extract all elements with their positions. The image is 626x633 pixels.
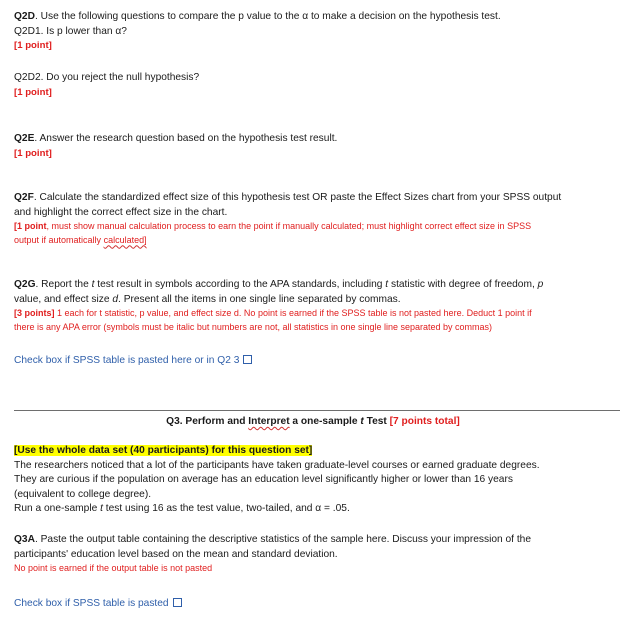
q3-para-4a: Run a one-sample: [14, 503, 101, 515]
q3-para-3: (equivalent to college degree).: [14, 488, 152, 500]
q2d-block: [14, 10, 614, 53]
q2e-text: . Answer the research question based on the hypothesis test result.: [34, 133, 338, 144]
q2g-text-2c: . Present all the items in one single line separated by commas.: [118, 293, 401, 305]
q3a-note: No point is earned if the output table is not pasted: [14, 563, 213, 574]
q3-heading-c: a one-sample: [289, 416, 361, 427]
q2f-points: [1 point: [14, 221, 47, 232]
q2f-line-2: and highlight the correct effect size in the chart.: [14, 206, 228, 218]
q3-heading-a: Q3. Perform and: [166, 416, 249, 427]
q3-para-2: They are curious if the population on average has an education level significantly higher or lower than 16 years: [14, 474, 513, 486]
q2g-points: [3 points]: [14, 308, 55, 319]
q2g-text-e: statistic with degree of freedom,: [388, 279, 538, 290]
q3-heading-interpret: Interpret: [248, 416, 290, 427]
q3a-line-2: participants' education level based on the mean and standard deviation.: [14, 548, 338, 560]
q2d2-question: Q2D2. Do you reject the null hypothesis?: [14, 72, 200, 83]
q2g-line-2: [14, 293, 614, 308]
q2g-line-1: [14, 278, 614, 293]
q3a-line-1: [14, 533, 614, 548]
q2e-label: Q2E: [14, 133, 35, 144]
q2f-note-text-1: , must show manual calculation process to earn the point if manually calculated; must highlight correct effect size in SPSS: [46, 221, 532, 232]
q2g-p-symbol: p: [537, 279, 544, 290]
q2g-checkbox-row[interactable]: [14, 350, 614, 368]
section-divider: [14, 410, 620, 411]
q2g-text-c: test result in symbols according to the APA standards, including: [94, 279, 386, 290]
q2e-block: [14, 132, 614, 161]
q3-para-4: [14, 502, 614, 517]
q2g-checkbox-label: Check box if SPSS table is pasted here or in Q2 3: [14, 355, 240, 366]
q2f-label: Q2F: [14, 192, 34, 203]
q3a-spss-checkbox[interactable]: [173, 598, 182, 607]
q2d-text: . Use the following questions to compare the p value to the α to make a decision on the hypothesis test.: [34, 11, 501, 22]
q2g-note-line-1: [14, 307, 614, 320]
q2f-block: [14, 191, 614, 247]
q2g-text-2a: value, and effect size: [14, 293, 113, 305]
q3-para-4c: test using 16 as the test value, two-tailed, and α = .05.: [102, 503, 350, 515]
q2f-note-misspelled-word: calculated]: [103, 234, 147, 245]
q3a-checkbox-row[interactable]: [14, 593, 614, 611]
q2d-instruction: [14, 10, 614, 25]
q3-para-4-t: t: [100, 503, 103, 515]
q2d1-points: [1 point]: [14, 40, 52, 52]
q3-heading: [0, 415, 626, 429]
q3a-block: [14, 533, 614, 576]
q2g-spss-checkbox[interactable]: [243, 355, 252, 364]
q2d2-block: [14, 71, 614, 100]
q3a-label: Q3A: [14, 534, 35, 545]
q2d1-question: Q2D1. Is p lower than α?: [14, 25, 127, 37]
q3-heading-e: Test: [363, 416, 390, 427]
q2d-label: Q2D: [14, 11, 35, 22]
q2g-text-a: . Report the: [35, 279, 92, 290]
q2g-t-symbol: t: [91, 279, 95, 290]
q3a-text-1: . Paste the output table containing the descriptive statistics of the sample here. Discuss your impression of the: [34, 534, 532, 545]
q2f-text-1: . Calculate the standardized effect size of this hypothesis test OR paste the Effect Sizes chart from your SPSS output: [33, 192, 562, 203]
q2f-note-text-2: output if automatically: [14, 234, 104, 245]
q2g-label: Q2G: [14, 279, 36, 290]
q3-dataset-note: [Use the whole data set (40 participants) for this question set]: [14, 445, 313, 456]
q3-body: [14, 444, 614, 517]
q2g-d-symbol: d: [112, 293, 119, 305]
q2e-question: [14, 132, 614, 147]
q3-heading-t: t: [360, 416, 364, 427]
q2g-block: [14, 278, 614, 334]
q2f-line-1: [14, 191, 614, 206]
q2e-points: [1 point]: [14, 147, 52, 159]
q2g-note-text-1: 1 each for t statistic, p value, and effect size d. No point is earned if the SPSS table is not pasted here. Deduct 1 point if: [54, 308, 532, 319]
q2g-note-line-2: there is any APA error (symbols must be italic but numbers are not, all statistics in one single line separated by commas): [14, 321, 493, 332]
q2g-t-symbol-2: t: [385, 279, 389, 290]
q2d2-points: [1 point]: [14, 86, 52, 98]
q2f-note-line-1: [14, 220, 614, 233]
q3a-checkbox-label: Check box if SPSS table is pasted: [14, 598, 169, 609]
q3-para-1: The researchers noticed that a lot of the participants have taken graduate-level courses or earned graduate degrees.: [14, 459, 540, 471]
q3-dataset-note-line: [14, 444, 614, 459]
q3-heading-points: [7 points total]: [389, 416, 460, 427]
q2f-note-line-2: [14, 234, 614, 247]
